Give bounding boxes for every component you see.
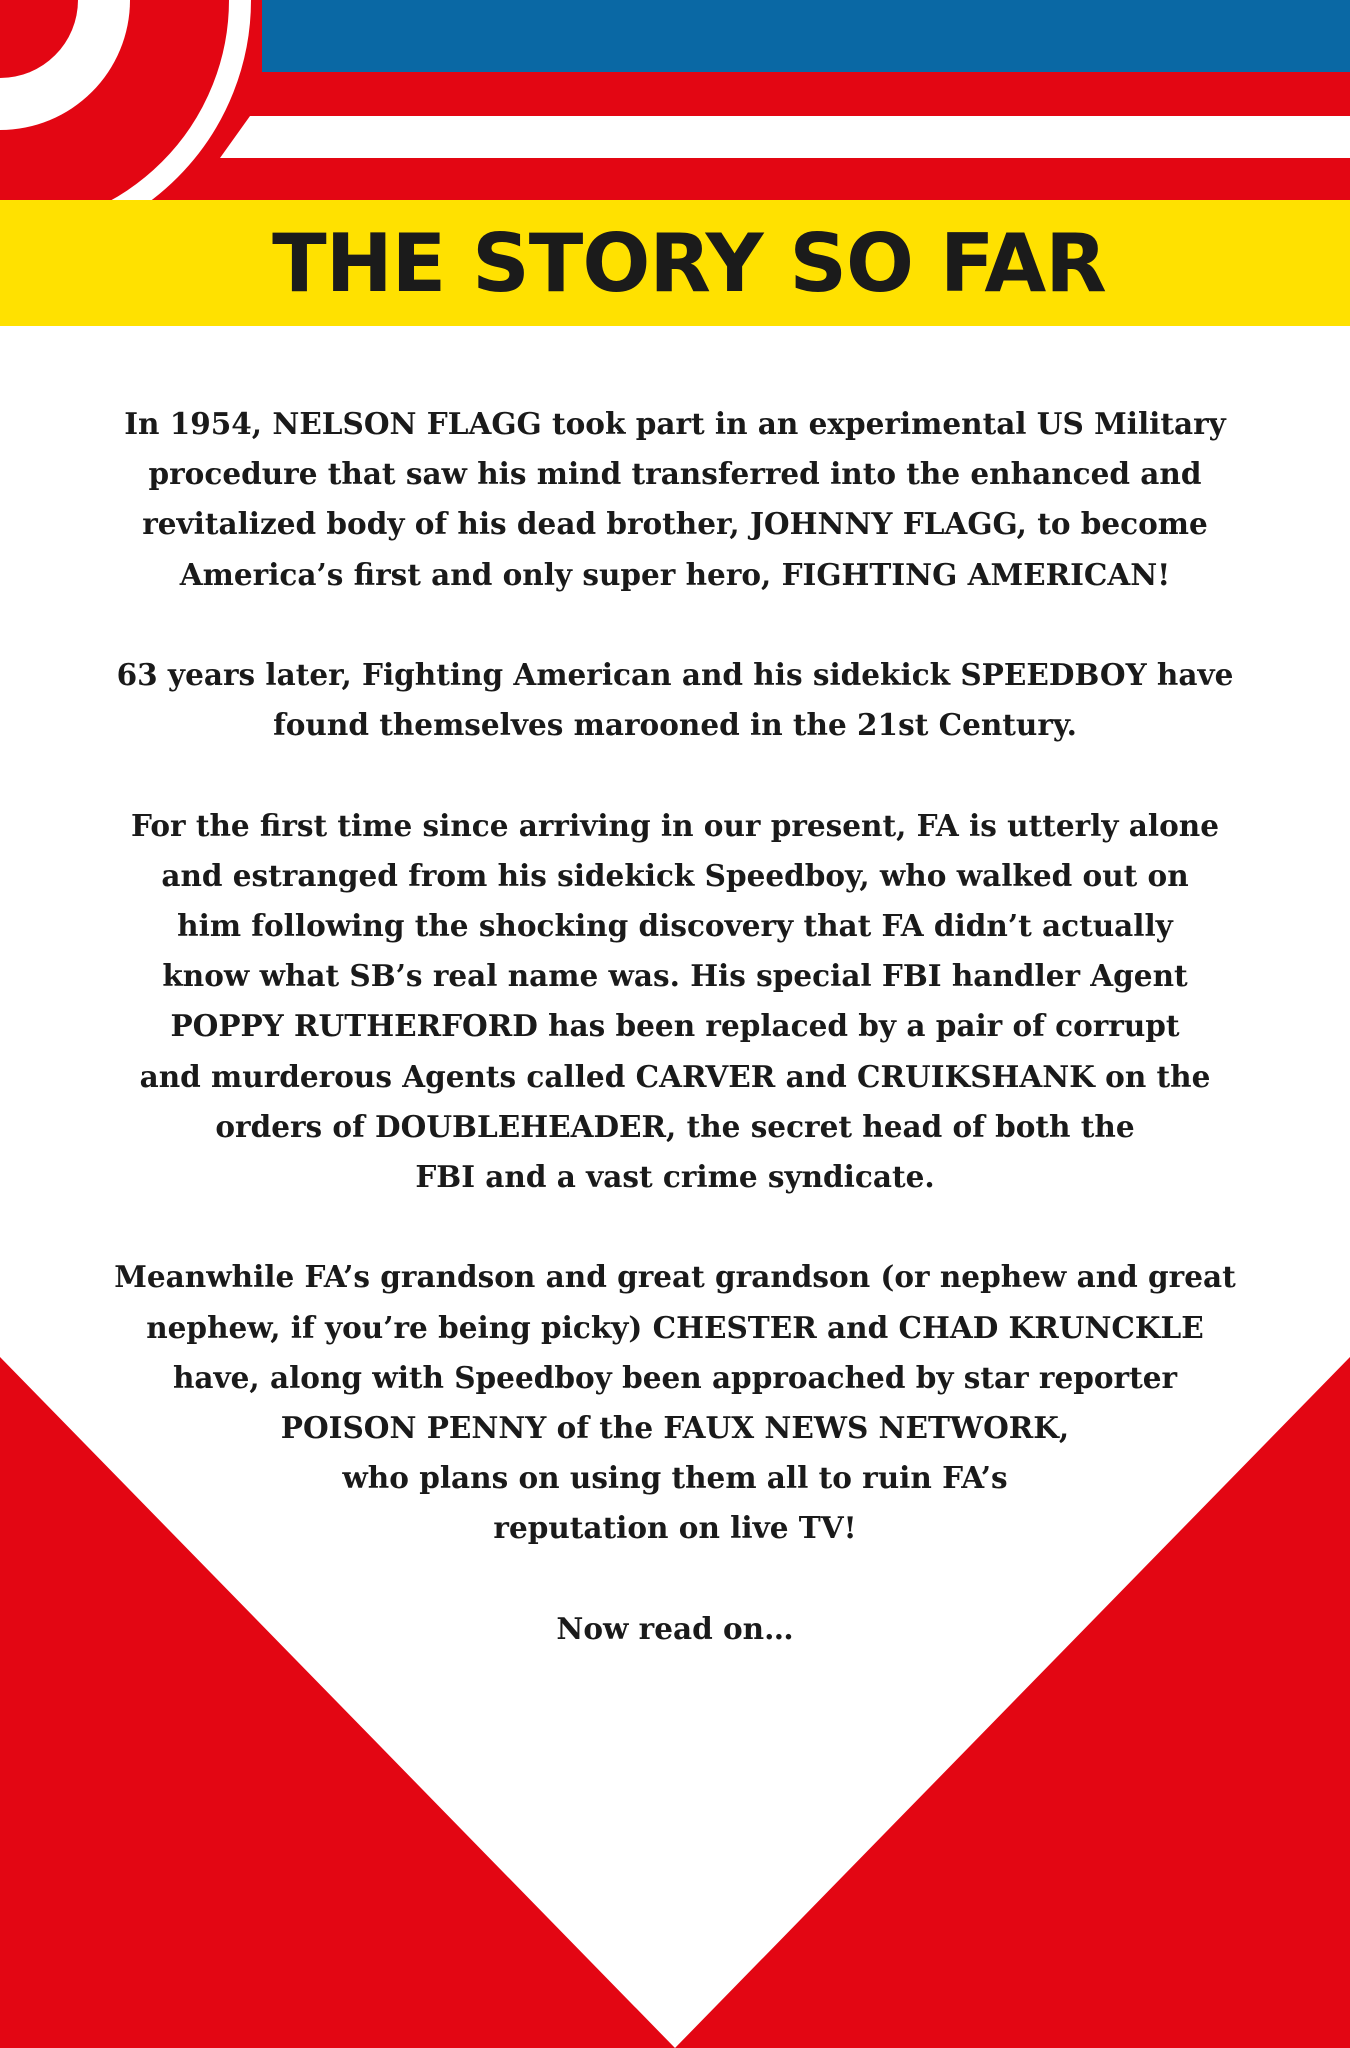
story-line: orders of DOUBLEHEADER, the secret head of both the — [215, 1108, 1135, 1144]
story-text — [110, 399, 1240, 1704]
story-line: reputation on live TV! — [493, 1510, 857, 1546]
story-line: FBI and a vast crime syndicate. — [415, 1159, 935, 1195]
story-paragraph — [110, 801, 1240, 1203]
story-paragraph — [110, 399, 1240, 600]
story-line: have, along with Speedboy been approached by star reporter — [172, 1359, 1178, 1395]
story-line: procedure that saw his mind transferred into the enhanced and — [148, 456, 1202, 492]
story-line: who plans on using them all to ruin FA’s — [342, 1460, 1008, 1496]
story-line: In 1954, NELSON FLAGG took part in an experimental US Military — [124, 406, 1226, 441]
story-line: revitalized body of his dead brother, JOHNNY FLAGG, to become — [142, 506, 1208, 542]
top-blue-band — [262, 0, 1350, 72]
story-line: and estranged from his sidekick Speedboy, who walked out on — [161, 857, 1189, 893]
story-paragraph — [110, 1252, 1240, 1553]
story-line: 63 years later, Fighting American and his sidekick SPEEDBOY have — [116, 657, 1234, 692]
story-line: him following the shocking discovery that FA didn’t actually — [177, 908, 1173, 943]
title-banner — [0, 200, 1350, 326]
story-line: found themselves marooned in the 21st Century. — [273, 707, 1077, 743]
story-paragraph — [110, 1604, 1240, 1654]
top-white-stripe — [220, 116, 1350, 158]
story-line: POISON PENNY of the FAUX NEWS NETWORK, — [280, 1410, 1070, 1446]
page-title: THE STORY SO FAR — [272, 216, 1106, 310]
story-line: know what SB’s real name was. His special FBI handler Agent — [162, 958, 1188, 994]
story-line: Meanwhile FA’s grandson and great grandson (or nephew and great — [114, 1259, 1236, 1295]
story-paragraph — [110, 650, 1240, 750]
story-line: nephew, if you’re being picky) CHESTER and CHAD KRUNCKLE — [146, 1309, 1204, 1345]
story-line: POPPY RUTHERFORD has been replaced by a pair of corrupt — [170, 1008, 1180, 1044]
story-closing-line: Now read on… — [556, 1610, 794, 1646]
story-line: America’s first and only super hero, FIGHTING AMERICAN! — [179, 556, 1171, 592]
story-line: and murderous Agents called CARVER and CRUIKSHANK on the — [139, 1058, 1211, 1094]
story-line: For the first time since arriving in our present, FA is utterly alone — [131, 807, 1219, 843]
